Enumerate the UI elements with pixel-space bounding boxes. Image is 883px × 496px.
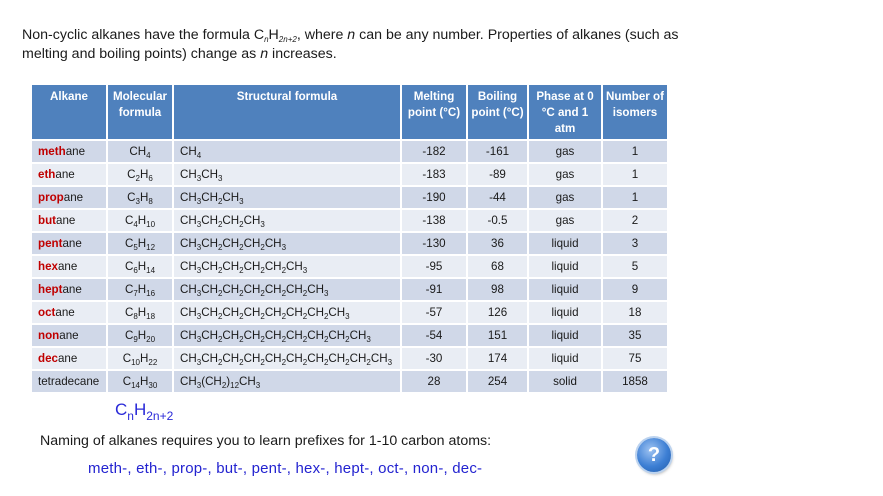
molecular-formula-cell: $C_2H_6$	[107, 163, 173, 186]
table-row	[32, 140, 667, 163]
help-button[interactable]	[637, 438, 671, 472]
phase-cell: liquid	[528, 301, 602, 324]
isomers-cell: 5	[602, 255, 667, 278]
melting-point-cell: -95	[401, 255, 467, 278]
structural-formula-cell: $CH_4$	[173, 140, 401, 163]
header-molecular-formula: Molecular formula	[107, 85, 173, 140]
melting-point-cell: 28	[401, 370, 467, 392]
alkane-prefix: meth	[38, 145, 66, 158]
melting-point-cell: -91	[401, 278, 467, 301]
naming-instruction: Naming of alkanes requires you to learn prefixes for 1-10 carbon atoms:	[40, 433, 492, 449]
alkane-prefix: prop	[38, 191, 64, 204]
alkane-name-cell: nonane	[32, 324, 107, 347]
table-row	[32, 347, 667, 370]
alkane-name-cell: heptane	[32, 278, 107, 301]
structural-formula-cell: $CH_3CH_2CH_2CH_3$	[173, 209, 401, 232]
boiling-point-cell: 126	[467, 301, 528, 324]
boiling-point-cell: -44	[467, 186, 528, 209]
molecular-formula-cell: $C_{10}H_{22}$	[107, 347, 173, 370]
phase-cell: liquid	[528, 232, 602, 255]
table-row	[32, 370, 667, 392]
phase-cell: solid	[528, 370, 602, 392]
structural-formula-cell: $CH_3CH_2CH_2CH_2CH_2CH_2CH_3$	[173, 278, 401, 301]
boiling-point-cell: 254	[467, 370, 528, 392]
alkane-name-cell: decane	[32, 347, 107, 370]
alkane-name-cell: pentane	[32, 232, 107, 255]
alkane-prefix: hex	[38, 260, 58, 273]
molecular-formula-cell: $C_4H_{10}$	[107, 209, 173, 232]
alkane-name-cell: octane	[32, 301, 107, 324]
alkane-prefix: non	[38, 329, 60, 342]
isomers-cell: 2	[602, 209, 667, 232]
phase-cell: liquid	[528, 324, 602, 347]
melting-point-cell: -130	[401, 232, 467, 255]
isomers-cell: 1	[602, 140, 667, 163]
table-row	[32, 301, 667, 324]
alkane-name-cell: hexane	[32, 255, 107, 278]
structural-formula-cell: $CH_3CH_3$	[173, 163, 401, 186]
alkane-properties-table	[32, 85, 667, 392]
molecular-formula-cell: $C_6H_{14}$	[107, 255, 173, 278]
melting-point-cell: -190	[401, 186, 467, 209]
intro-text-1: Non-cyclic alkanes have the formula C	[22, 27, 265, 43]
boiling-point-cell: -161	[467, 140, 528, 163]
phase-cell: gas	[528, 186, 602, 209]
alkane-prefix: eth	[38, 168, 56, 181]
isomers-cell: 3	[602, 232, 667, 255]
isomers-cell: 9	[602, 278, 667, 301]
molecular-formula-cell: $C_9H_{20}$	[107, 324, 173, 347]
structural-formula-cell: $CH_3CH_2CH_2CH_2CH_2CH_2CH_2CH_2CH_2CH_3$	[173, 347, 401, 370]
phase-cell: gas	[528, 209, 602, 232]
phase-cell: gas	[528, 140, 602, 163]
boiling-point-cell: 151	[467, 324, 528, 347]
alkane-prefix: but	[38, 214, 57, 227]
table-header-row	[32, 85, 667, 140]
intro-text-2: , where	[296, 27, 348, 43]
header-melting-point: Melting point (°C)	[401, 85, 467, 140]
alkane-name-cell: ethane	[32, 163, 107, 186]
structural-formula-cell: $CH_3CH_2CH_2CH_2CH_2CH_3$	[173, 255, 401, 278]
handwritten-formula: $C_nH_{2n+2}$	[115, 400, 174, 423]
structural-formula-cell: $CH_3CH_2CH_2CH_2CH_3$	[173, 232, 401, 255]
table-row	[32, 324, 667, 347]
isomers-cell: 35	[602, 324, 667, 347]
header-phase: Phase at 0 °C and 1 atm	[528, 85, 602, 140]
boiling-point-cell: -0.5	[467, 209, 528, 232]
alkane-prefix: hept	[38, 283, 63, 296]
intro-n: n	[347, 27, 356, 43]
isomers-cell: 18	[602, 301, 667, 324]
boiling-point-cell: -89	[467, 163, 528, 186]
isomers-cell: 1858	[602, 370, 667, 392]
melting-point-cell: -30	[401, 347, 467, 370]
header-alkane: Alkane	[32, 85, 107, 140]
intro-text-3: can be any number. Properties of alkanes (such as melting and boiling points) change as	[22, 27, 679, 62]
header-isomers: Number of isomers	[602, 85, 667, 140]
table-body	[32, 140, 667, 392]
alkane-name-cell: propane	[32, 186, 107, 209]
intro-h: H	[268, 27, 279, 43]
alkane-name-cell: butane	[32, 209, 107, 232]
table-row	[32, 209, 667, 232]
phase-cell: liquid	[528, 255, 602, 278]
table-row	[32, 255, 667, 278]
molecular-formula-cell: $C_{14}H_{30}$	[107, 370, 173, 392]
boiling-point-cell: 174	[467, 347, 528, 370]
alkane-prefix: oct	[38, 306, 56, 319]
structural-formula-cell: $CH_3CH_2CH_2CH_2CH_2CH_2CH_2CH_2CH_3$	[173, 324, 401, 347]
intro-text-4: increases.	[268, 46, 337, 62]
header-boiling-point: Boiling point (°C)	[467, 85, 528, 140]
structural-formula-cell: $CH_3CH_2CH_2CH_2CH_2CH_2CH_2CH_3$	[173, 301, 401, 324]
molecular-formula-cell: $C_5H_{12}$	[107, 232, 173, 255]
phase-cell: liquid	[528, 278, 602, 301]
molecular-formula-cell: $CH_4$	[107, 140, 173, 163]
isomers-cell: 1	[602, 186, 667, 209]
alkane-prefix: dec	[38, 352, 58, 365]
phase-cell: liquid	[528, 347, 602, 370]
intro-sub-2n2: 2n+2	[278, 35, 297, 44]
alkane-prefix: pent	[38, 237, 63, 250]
question-mark-icon: ?	[647, 444, 661, 466]
phase-cell: gas	[528, 163, 602, 186]
molecular-formula-cell: $C_7H_{16}$	[107, 278, 173, 301]
intro-sub-n: n	[264, 35, 269, 44]
table-row	[32, 232, 667, 255]
boiling-point-cell: 68	[467, 255, 528, 278]
melting-point-cell: -183	[401, 163, 467, 186]
isomers-cell: 1	[602, 163, 667, 186]
table-row	[32, 186, 667, 209]
boiling-point-cell: 98	[467, 278, 528, 301]
molecular-formula-cell: $C_3H_8$	[107, 186, 173, 209]
alkane-name-cell: tetradecane	[32, 370, 107, 392]
structural-formula-cell: $CH_3(CH_2)_{12}CH_3$	[173, 370, 401, 392]
prefix-list: meth-, eth-, prop-, but-, pent-, hex-, hept-, oct-, non-, dec-	[88, 460, 483, 477]
alkane-name-cell: methane	[32, 140, 107, 163]
table-row	[32, 163, 667, 186]
table-row	[32, 278, 667, 301]
structural-formula-cell: $CH_3CH_2CH_3$	[173, 186, 401, 209]
melting-point-cell: -138	[401, 209, 467, 232]
header-structural-formula: Structural formula	[173, 85, 401, 140]
boiling-point-cell: 36	[467, 232, 528, 255]
melting-point-cell: -54	[401, 324, 467, 347]
intro-n-2: n	[260, 46, 269, 62]
melting-point-cell: -57	[401, 301, 467, 324]
melting-point-cell: -182	[401, 140, 467, 163]
intro-paragraph	[22, 26, 722, 64]
molecular-formula-cell: $C_8H_{18}$	[107, 301, 173, 324]
isomers-cell: 75	[602, 347, 667, 370]
